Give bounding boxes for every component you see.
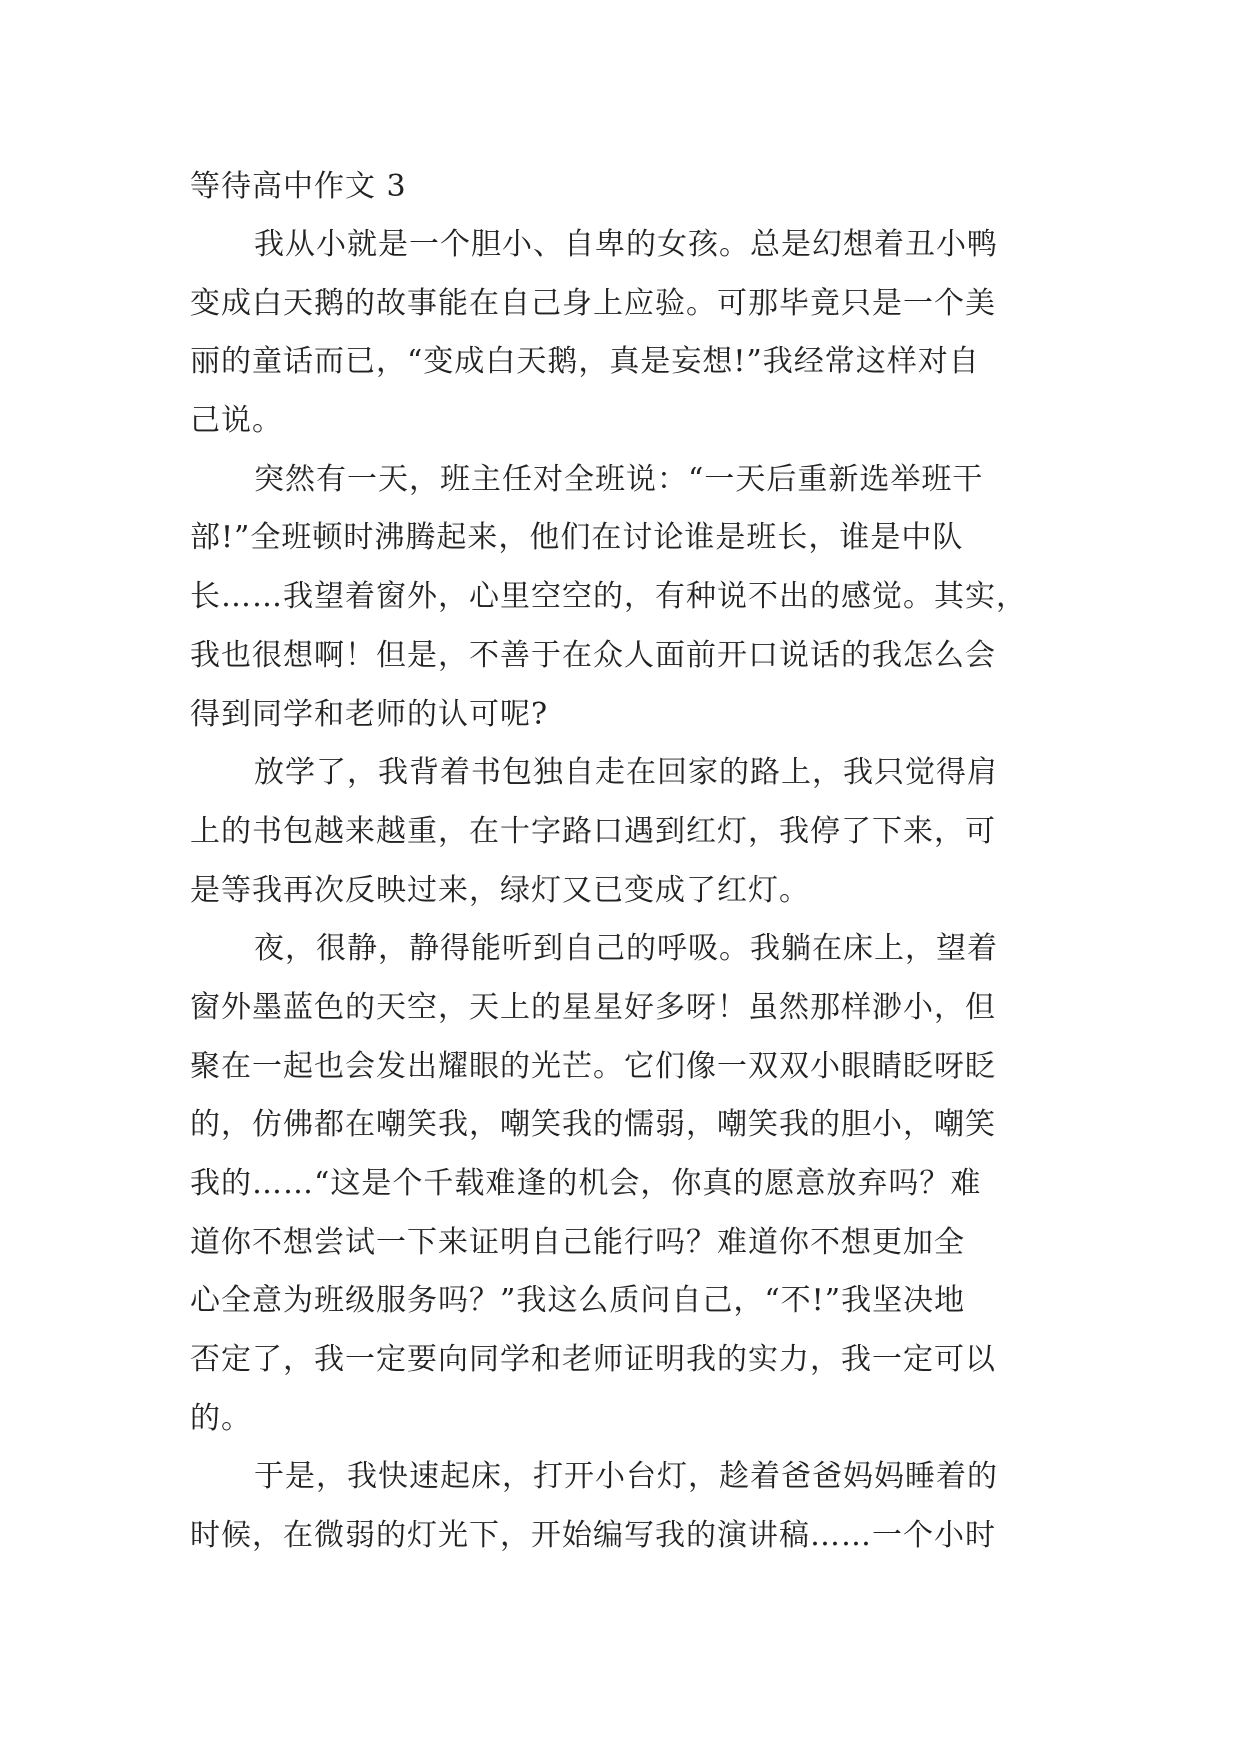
text-line: 的，仿佛都在嘲笑我，嘲笑我的懦弱，嘲笑我的胆小，嘲笑 <box>190 1107 996 1143</box>
text-line: 得到同学和老师的认可呢? <box>190 696 549 732</box>
text-line: 聚在一起也会发出耀眼的光芒。它们像一双双小眼睛眨呀眨 <box>190 1048 996 1084</box>
text-line: 我从小就是一个胆小、自卑的女孩。总是幻想着丑小鸭 <box>254 227 998 262</box>
essay-lines <box>190 216 1070 1566</box>
essay-body <box>190 158 1070 1566</box>
text-line: 否定了，我一定要向同学和老师证明我的实力，我一定可以 <box>190 1342 996 1378</box>
text-line: 丽的童话而已，“变成白天鹅，真是妄想!”我经常这样对自 <box>190 344 980 380</box>
text-line: 上的书包越来越重，在十字路口遇到红灯，我停了下来，可 <box>190 813 996 849</box>
text-line: 的。 <box>190 1400 252 1436</box>
text-line: 放学了，我背着书包独自走在回家的路上，我只觉得肩 <box>254 755 998 791</box>
text-line: 时候，在微弱的灯光下，开始编写我的演讲稿……一个小时 <box>190 1518 996 1554</box>
text-line: 己说。 <box>190 403 283 439</box>
text-line: 部!”全班顿时沸腾起来，他们在讨论谁是班长，谁是中队 <box>190 520 964 556</box>
text-line: 我的……“这是个千载难逢的机会，你真的愿意放弃吗？难 <box>190 1166 982 1201</box>
text-line: 变成白天鹅的故事能在自己身上应验。可那毕竟只是一个美 <box>190 285 996 321</box>
text-line: 突然有一天，班主任对全班说：“一天后重新选举班干 <box>254 461 984 497</box>
text-line: 心全意为班级服务吗？”我这么质问自己，“不!”我坚决地 <box>190 1283 966 1319</box>
text-line: 窗外墨蓝色的天空，天上的星星好多呀！虽然那样渺小，但 <box>190 989 996 1025</box>
text-line: 是等我再次反映过来，绿灯又已变成了红灯。 <box>190 872 810 908</box>
text-line: 我也很想啊！但是，不善于在众人面前开口说话的我怎么会 <box>190 637 996 673</box>
text-line: 夜，很静，静得能听到自己的呼吸。我躺在床上，望着 <box>254 931 998 967</box>
text-line: 长……我望着窗外，心里空空的，有种说不出的感觉。其实， <box>190 579 1027 615</box>
text-line: 道你不想尝试一下来证明自己能行吗？难道你不想更加全 <box>190 1224 965 1260</box>
text-line: 于是，我快速起床，打开小台灯，趁着爸爸妈妈睡着的 <box>254 1459 998 1495</box>
essay-title: 等待高中作文 3 <box>190 169 407 204</box>
